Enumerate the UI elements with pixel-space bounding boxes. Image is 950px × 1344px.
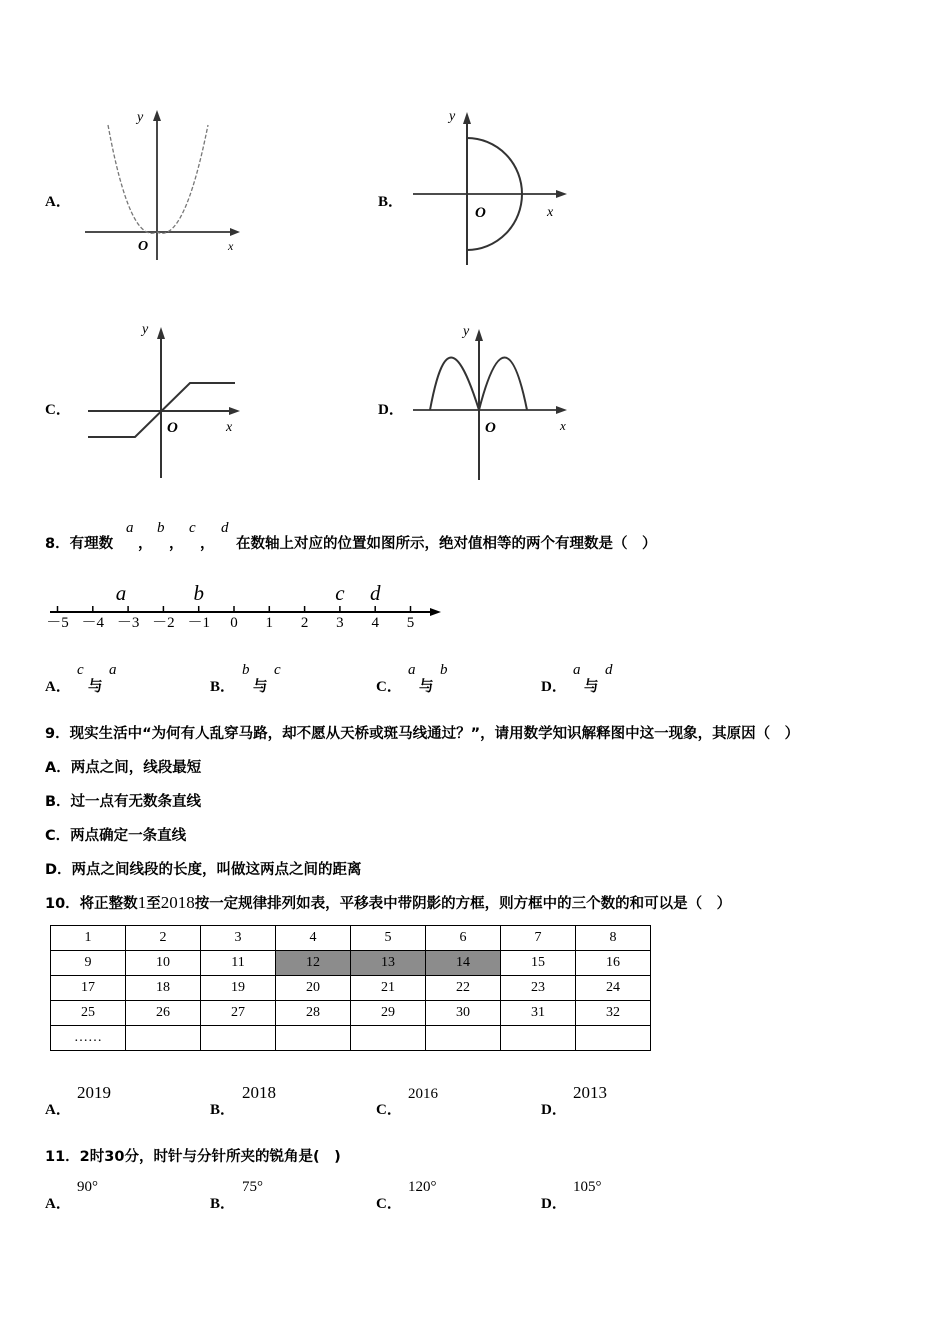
q11-option-c-value: 120° [408,1179,437,1195]
q11-option-b-label: B． [210,1196,236,1212]
graph-d-origin: O [485,420,496,436]
q10-n2: 2018 [160,893,195,912]
graph-c-piecewise [85,315,255,485]
table-cell: 14 [426,951,501,976]
q8-option-label: A． [45,679,71,695]
q8-var-c: c [189,520,196,536]
option-d-label: D． [378,402,404,418]
table-cell: 30 [426,1001,501,1026]
table-cell: 13 [351,951,426,976]
table-cell: 28 [276,1001,351,1026]
q11-option-c-label: C． [376,1196,402,1212]
q8-number: 8． [45,536,70,552]
table-cell: 8 [576,926,651,951]
number-line-tick-label: 3 [336,615,344,631]
q8-option-right-var: c [274,662,281,678]
q8-sep-1: ， [138,536,153,552]
number-line-point-b: b [193,581,204,605]
q10-option-a-label: A． [45,1102,71,1118]
table-cell: 1 [51,926,126,951]
q11-option-b-value: 75° [242,1179,263,1195]
table-cell: 32 [576,1001,651,1026]
q8-option-left-var: b [242,662,250,678]
table-cell: 5 [351,926,426,951]
q11-option-a-value: 90° [77,1179,98,1195]
q8-option-joiner: 与 [419,679,434,695]
table-cell: 6 [426,926,501,951]
q10-stem-part1: 10．将正整数 [45,896,138,912]
table-cell [501,1026,576,1051]
q10-stem-part2: 至 [146,896,161,912]
table-cell: 26 [126,1001,201,1026]
q10-option-a-value: 2019 [77,1083,111,1102]
number-line-tick-label: 2 [300,615,309,631]
number-line-point-c: c [335,581,345,605]
option-b-label: B． [378,194,404,210]
table-cell: 20 [276,976,351,1001]
q9-option-c: C．两点确定一条直线 [45,828,187,844]
table-cell: …… [51,1026,126,1051]
graph-c-y-label: y [142,322,149,337]
q8-option-left-var: c [77,662,84,678]
q8-option-label: D． [541,679,567,695]
q8-suffix: 在数轴上对应的位置如图所示，绝对值相等的两个有理数是（ ） [236,536,657,552]
q8-option-left-var: a [573,662,581,678]
q11-option-a-label: A． [45,1196,71,1212]
q8-option-joiner: 与 [253,679,268,695]
graph-d-y-label: y [463,324,470,339]
q10-stem-part3: 按一定规律排列如表，平移表中带阴影的方框，则方框中的三个数的和可以是（ ） [194,896,732,912]
q9-option-d: D．两点之间线段的长度，叫做这两点之间的距离 [45,862,362,878]
q11-option-d-value: 105° [573,1179,602,1195]
q8-var-d: d [221,520,229,536]
table-cell: 31 [501,1001,576,1026]
q10-number-table [50,925,651,1051]
number-line-tick-label: 1 [265,615,274,631]
graph-b-y-label: y [449,109,456,124]
q8-option-right-var: b [440,662,448,678]
table-cell: 10 [126,951,201,976]
graph-a-parabola [80,95,250,265]
table-cell: 16 [576,951,651,976]
table-row [51,976,651,1001]
q8-stem [45,532,113,553]
number-line-tick-label: －1 [187,615,210,631]
table-row [51,1001,651,1026]
number-line-tick-label: －4 [81,615,105,631]
table-cell [276,1026,351,1051]
table-cell: 11 [201,951,276,976]
q8-option-right-var: a [109,662,117,678]
table-cell: 17 [51,976,126,1001]
number-line-tick-label: －3 [116,615,140,631]
table-row [51,1026,651,1051]
q10-option-d-label: D． [541,1102,567,1118]
q9-stem: 9．现实生活中“为何有人乱穿马路，却不愿从天桥或斑马线通过？”，请用数学知识解释图中这一现象，其原因（ ） [45,726,800,742]
number-line-tick-label: －5 [46,615,69,631]
q8-var-b: b [157,520,165,536]
graph-c-x-label: x [226,420,233,435]
number-line-tick-label: 5 [406,615,415,631]
graph-a-origin: O [138,239,149,254]
graph-c-origin: O [167,420,178,436]
q11-stem: 11．2时30分，时针与分针所夹的锐角是( ) [45,1149,341,1165]
q10-option-c-label: C． [376,1102,402,1118]
graph-d-x-label: x [560,418,566,433]
table-cell: 22 [426,976,501,1001]
q10-option-b-value: 2018 [242,1083,276,1102]
number-line-tick-label: －2 [152,615,175,631]
q10-stem [45,892,731,913]
graph-b-x-label: x [547,205,554,220]
number-line-point-d: d [369,581,381,605]
table-cell: 25 [51,1001,126,1026]
q8-prefix: 有理数 [69,536,114,552]
table-row [51,951,651,976]
q10-option-d-value: 2013 [573,1083,607,1102]
table-cell: 27 [201,1001,276,1026]
table-cell: 12 [276,951,351,976]
number-line-tick-label: 0 [230,615,238,631]
number-line-tick-label: 4 [371,615,379,631]
q10-n1: 1 [137,893,147,912]
q8-option-right-var: d [605,662,613,678]
q10-option-c-value: 2016 [408,1086,438,1102]
q10-option-b-label: B． [210,1102,236,1118]
table-cell: 7 [501,926,576,951]
table-cell: 2 [126,926,201,951]
table-cell: 23 [501,976,576,1001]
q8-sep-2: ， [169,536,184,552]
table-cell [126,1026,201,1051]
q8-sep-3: ， [200,536,215,552]
table-cell: 18 [126,976,201,1001]
option-c-label: C． [45,402,71,418]
number-line-point-a: a [115,581,127,605]
table-cell: 9 [51,951,126,976]
q8-option-joiner: 与 [88,679,103,695]
table-row [51,926,651,951]
graph-b-origin: O [475,205,486,221]
graph-b-semicircle [405,100,575,270]
table-cell [426,1026,501,1051]
option-a-label: A． [45,194,71,210]
graph-d-waves [405,315,575,485]
table-cell [576,1026,651,1051]
table-cell: 29 [351,1001,426,1026]
graph-a-y-label: y [137,110,144,125]
table-cell [351,1026,426,1051]
table-cell [201,1026,276,1051]
graph-a-x-label: x [228,239,234,253]
table-cell: 3 [201,926,276,951]
table-cell: 15 [501,951,576,976]
q8-option-label: C． [376,679,402,695]
q8-option-left-var: a [408,662,416,678]
q9-option-a: A．两点之间，线段最短 [45,760,202,776]
table-cell: 21 [351,976,426,1001]
q8-var-a: a [126,520,134,536]
table-cell: 4 [276,926,351,951]
q8-option-label: B． [210,679,236,695]
table-cell: 24 [576,976,651,1001]
q8-number-line [45,578,455,633]
q9-option-b: B．过一点有无数条直线 [45,794,202,810]
q11-option-d-label: D． [541,1196,567,1212]
q8-options [45,662,745,695]
table-cell: 19 [201,976,276,1001]
q8-option-joiner: 与 [584,679,599,695]
